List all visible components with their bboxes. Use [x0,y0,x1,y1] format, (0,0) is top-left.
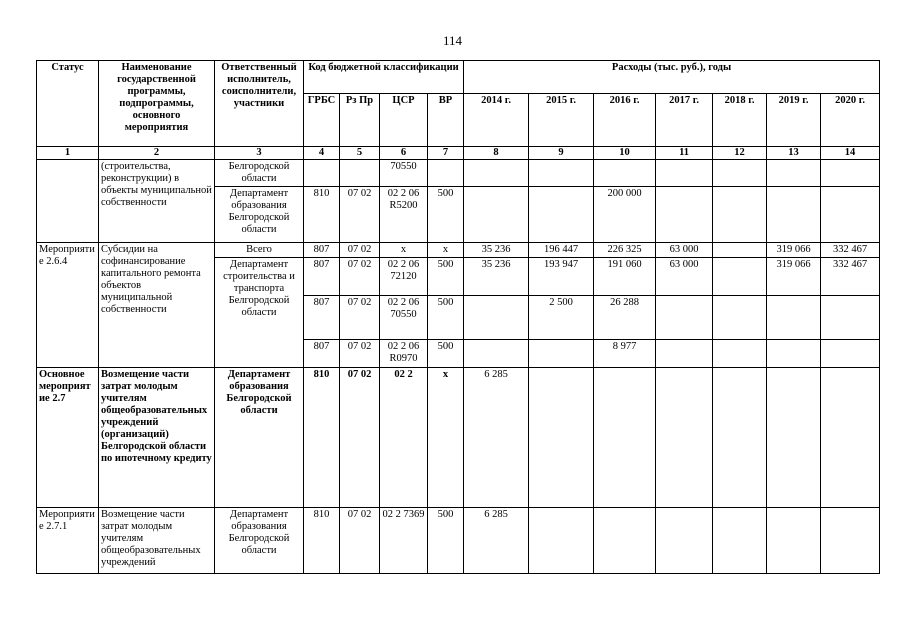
name-cell: Возмещение части затрат молодым учителям общеобразовательных учреждений (организаций) Белгородской области по ипотечному кредиту [99,368,215,508]
grbs-cell: 807 [304,243,340,258]
rzpr-cell: 07 02 [340,340,380,368]
csr-cell: 02 2 7369 [380,508,428,574]
rzpr-cell: 07 02 [340,296,380,340]
rzpr-cell: 07 02 [340,187,380,243]
grbs-cell: 810 [304,508,340,574]
table-row [37,160,880,187]
value-2015: 196 447 [529,243,594,258]
vr-cell: 500 [428,508,464,574]
status-cell: Основное мероприятие 2.7 [37,368,99,508]
value-2016: 200 000 [594,187,656,243]
header-expenses: Расходы (тыс. руб.), годы [464,61,880,94]
rzpr-cell: 07 02 [340,258,380,296]
vr-cell: x [428,368,464,508]
value-2020: 332 467 [821,258,880,296]
csr-cell: 02 2 [380,368,428,508]
status-cell: Мероприятие 2.6.4 [37,243,99,368]
value-2020: 332 467 [821,243,880,258]
value-2017: 63 000 [656,258,713,296]
value-2014: 35 236 [464,243,529,258]
header-grbs: ГРБС [304,94,340,147]
col-number: 13 [767,147,821,160]
value-2016: 8 977 [594,340,656,368]
col-number: 8 [464,147,529,160]
col-number: 9 [529,147,594,160]
name-cell: (строительства, реконструкции) в объекты муниципальной собственности [99,160,215,243]
value-2017: 63 000 [656,243,713,258]
responsible-cell: Департамент образования Белгородской области [215,368,304,508]
name-cell: Возмещение части затрат молодым учителям общеобразовательных учреждений [99,508,215,574]
grbs-cell: 810 [304,187,340,243]
csr-cell: 02 2 06 70550 [380,296,428,340]
value-2016: 26 288 [594,296,656,340]
value-2014: 35 236 [464,258,529,296]
col-number: 3 [215,147,304,160]
value-2014: 6 285 [464,368,529,508]
value-2016: 191 060 [594,258,656,296]
value-2019: 319 066 [767,243,821,258]
col-number: 1 [37,147,99,160]
csr-cell: 02 2 06 R0970 [380,340,428,368]
responsible-cell: Белгородской области [215,160,304,187]
header-name: Наименование государственной программы, подпрограммы, основного мероприятия [99,61,215,147]
vr-cell: 500 [428,340,464,368]
col-number: 14 [821,147,880,160]
vr-cell: 500 [428,187,464,243]
col-number: 4 [304,147,340,160]
grbs-cell: 810 [304,368,340,508]
value-2018 [713,258,767,296]
status-cell: Мероприятие 2.7.1 [37,508,99,574]
table-row [37,508,880,574]
table-row [37,243,880,258]
table-row [37,368,880,508]
col-number: 5 [340,147,380,160]
vr-cell: x [428,243,464,258]
header-year: 2015 г. [529,94,594,147]
csr-cell: 70550 [380,160,428,187]
col-number: 7 [428,147,464,160]
rzpr-cell: 07 02 [340,243,380,258]
header-year: 2018 г. [713,94,767,147]
grbs-cell: 807 [304,258,340,296]
budget-table [36,60,880,574]
grbs-cell: 807 [304,296,340,340]
grbs-cell: 807 [304,340,340,368]
value-2019: 319 066 [767,258,821,296]
name-cell: Субсидии на софинансирование капитального ремонта объектов муниципальной собственности [99,243,215,368]
value-2018 [713,243,767,258]
csr-cell: 02 2 06 72120 [380,258,428,296]
col-number: 10 [594,147,656,160]
header-year: 2014 г. [464,94,529,147]
responsible-cell: Департамент образования Белгородской области [215,508,304,574]
header-year: 2019 г. [767,94,821,147]
vr-cell: 500 [428,258,464,296]
header-responsible: Ответственный исполнитель, соисполнители, участники [215,61,304,147]
header-csr: ЦСР [380,94,428,147]
rzpr-cell: 07 02 [340,368,380,508]
header-budget-code: Код бюджетной классификации [304,61,464,94]
header-status: Статус [37,61,99,147]
rzpr-cell: 07 02 [340,508,380,574]
col-number: 6 [380,147,428,160]
header-year: 2020 г. [821,94,880,147]
value-2015: 2 500 [529,296,594,340]
col-number: 12 [713,147,767,160]
status-cell [37,160,99,243]
col-number: 2 [99,147,215,160]
csr-cell: x [380,243,428,258]
value-2016: 226 325 [594,243,656,258]
csr-cell: 02 2 06 R5200 [380,187,428,243]
value-2014: 6 285 [464,508,529,574]
responsible-cell: Всего [215,243,304,258]
responsible-cell: Департамент строительства и транспорта Белгородской области [215,258,304,368]
vr-cell: 500 [428,296,464,340]
header-year: 2016 г. [594,94,656,147]
value-2015: 193 947 [529,258,594,296]
responsible-cell: Департамент образования Белгородской области [215,187,304,243]
page-number: 114 [442,33,463,48]
col-number: 11 [656,147,713,160]
header-vr: ВР [428,94,464,147]
header-year: 2017 г. [656,94,713,147]
header-rzpr: Рз Пр [340,94,380,147]
